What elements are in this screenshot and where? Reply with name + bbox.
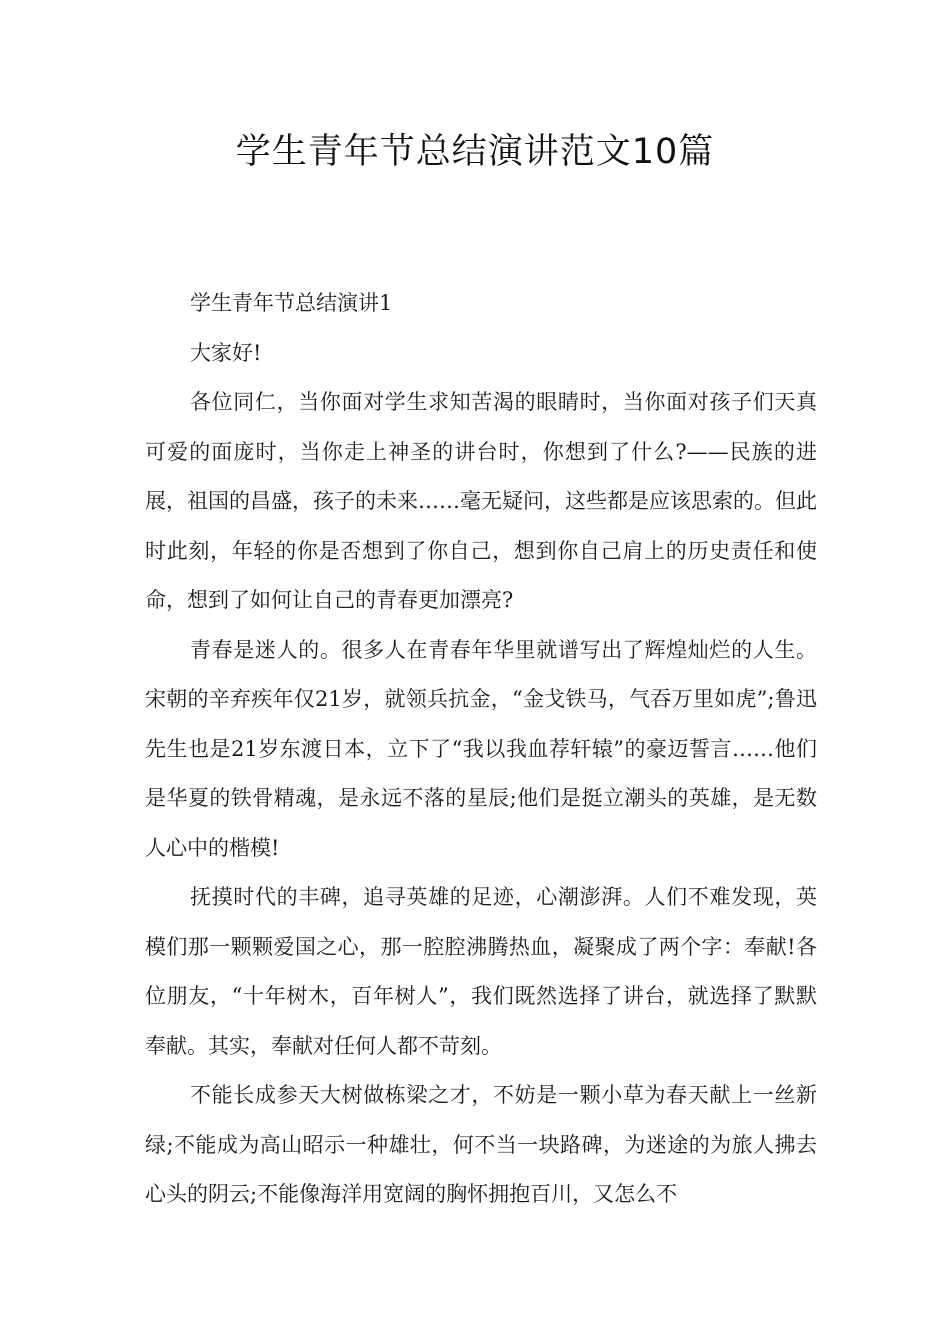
greeting-paragraph: 大家好!: [190, 340, 262, 365]
body-paragraph: 抚摸时代的丰碑，追寻英雄的足迹，心潮澎湃。人们不难发现，英模们那一颗颗爱国之心，那一腔腔沸腾热血，凝聚成了两个字：奉献!各位朋友，“十年树木，百年树人”，我们既然选择了讲台，就选择了默默奉献。其实，奉献对任何人都不苛刻。: [145, 885, 817, 1058]
section-heading: 学生青年节总结演讲1: [190, 291, 393, 315]
document-title: 学生青年节总结演讲范文10篇: [235, 132, 715, 172]
body-paragraph: 不能长成参天大树做栋梁之才，不妨是一颗小草为春天献上一丝新绿;不能成为高山昭示一种雄壮，何不当一块路碑，为迷途的为旅人拂去心头的阴云;不能像海洋用宽阔的胸怀拥抱百川，又怎么不: [145, 1083, 817, 1206]
body-paragraph: 青春是迷人的。很多人在青春年华里就谱写出了辉煌灿烂的人生。宋朝的辛弃疾年仅21岁，就领兵抗金，“金戈铁马，气吞万里如虎”;鲁迅先生也是21岁东渡日本，立下了“我以我血荐轩辕”的豪迈誓言……他们是华夏的铁骨精魂，是永远不落的星辰;他们是挺立潮头的英雄，是无数人心中的楷模!: [145, 637, 817, 860]
document-body: [145, 279, 817, 1220]
body-paragraph: 各位同仁，当你面对学生求知苦渴的眼睛时，当你面对孩子们天真可爱的面庞时，当你走上神圣的讲台时，你想到了什么?——民族的进展，祖国的昌盛，孩子的未来……毫无疑问，这些都是应该思索的。但此时此刻，年轻的你是否想到了你自己，想到你自己肩上的历史责任和使命，想到了如何让自己的青春更加漂亮?: [145, 390, 817, 612]
